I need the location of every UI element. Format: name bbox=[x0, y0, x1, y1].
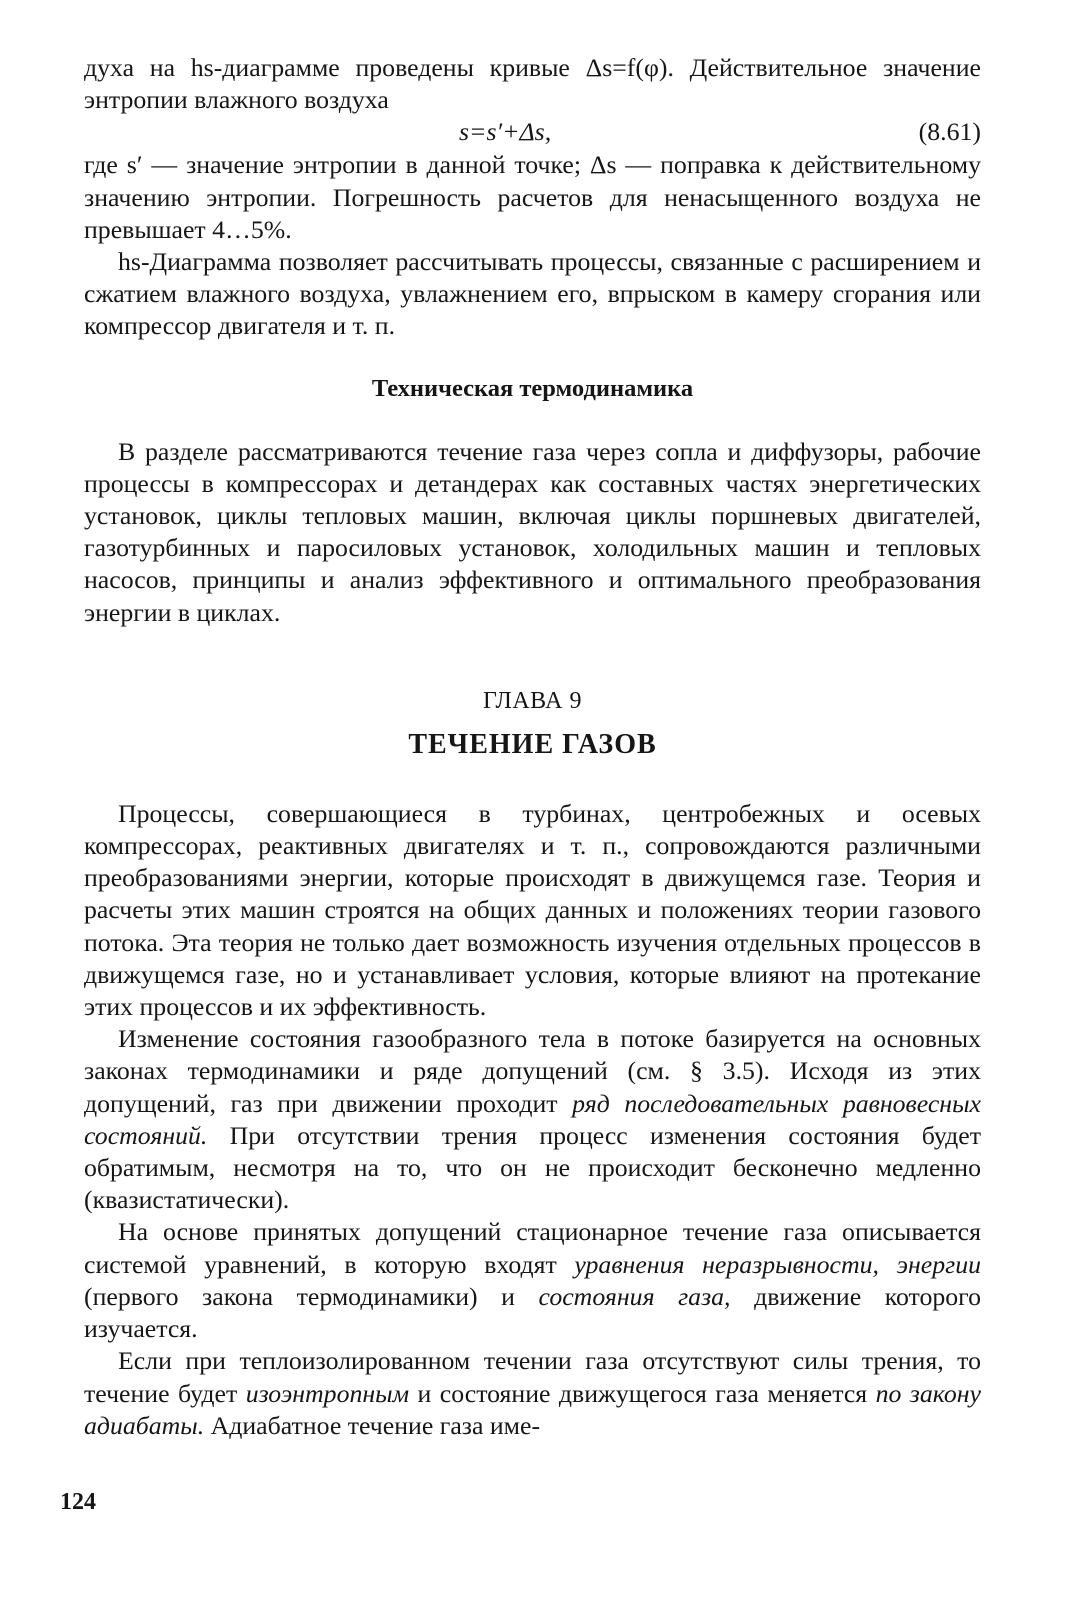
page-number: 124 bbox=[60, 1489, 96, 1515]
section-title: Техническая термодинамика bbox=[371, 374, 694, 402]
intro-paragraph-2: где s′ — значение энтропии в данной точке; Δs — поправка к действительному значению энтропии. Погрешность расчетов для ненасыщенного воздуха не превышает 4…5%. bbox=[84, 150, 981, 244]
text-run: и состояние движущегося газа меняется bbox=[409, 1378, 876, 1408]
italic-term: состояния газа, bbox=[538, 1281, 731, 1311]
formula-number: (8.61) bbox=[918, 117, 981, 147]
section-paragraph: В разделе рассматриваются течение газа через сопла и диффузоры, рабочие процессы в компрессорах и детандерах как составных частях энергетических установок, циклы тепловых машин, включая циклы поршневых двигателей, газотурбинных и паросиловых установок, холодильных машин и тепловых насосов, принципы и анализ эффективного и оптимального преобразования энергии в циклах. bbox=[84, 436, 981, 627]
intro-paragraph-1: духа на hs-диаграмме проведены кривые Δs=f(φ). Действительное значение энтропии влажного воздуха bbox=[84, 53, 981, 115]
text-run: Изменение состояния газообразного тела в потоке базируется на основных законах термодинамики и ряде допущений (см. § 3.5). Исходя из этих допущений, газ при движении проходит bbox=[84, 1024, 981, 1118]
chapter-paragraph-4 bbox=[84, 1345, 981, 1442]
chapter-paragraph-2 bbox=[84, 1023, 981, 1216]
text-run: На основе принятых допущений стационарное течение газа описывается системой уравнений, в которую входят bbox=[84, 1217, 981, 1279]
formula-expression: s=s′+Δs, bbox=[459, 117, 552, 147]
italic-term: изоэнтропным bbox=[245, 1378, 410, 1408]
text-run: Адиабатное течение газа име- bbox=[204, 1410, 541, 1440]
italic-term: уравнения неразрывности, энергии bbox=[574, 1249, 981, 1279]
chapter-paragraph-3 bbox=[84, 1216, 981, 1345]
formula-8-61 bbox=[84, 116, 981, 149]
text-run: При отсутствии трения процесс изменения состояния будет обратимым, несмотря на то, что он не происходит бесконечно медленно (квазистатически). bbox=[84, 1120, 981, 1215]
text-run: (первого закона термодинамики) и bbox=[84, 1281, 539, 1311]
text-run: Если при теплоизолированном течении газа отсутствуют силы трения, то течение будет bbox=[84, 1346, 981, 1408]
chapter-title: ТЕЧЕНИЕ ГАЗОВ bbox=[408, 728, 657, 760]
italic-term: по закону адиабаты. bbox=[84, 1378, 981, 1440]
chapter-label: ГЛАВА 9 bbox=[482, 687, 582, 714]
text-run: движение которого изучается. bbox=[84, 1281, 981, 1344]
intro-paragraph-3: hs-Диаграмма позволяет рассчитывать процессы, связанные с расширением и сжатием влажного воздуха, увлажнением его, впрыском в камеру сгорания или компрессор двигателя и т. п. bbox=[84, 247, 981, 341]
chapter-paragraph-1: Процессы, совершающиеся в турбинах, центробежных и осевых компрессорах, реактивных двигателях и т. п., сопровождаются различными преобразованиями энергии, которые происходят в движущемся газе. Теория и расчеты этих машин строятся на общих данных и положениях теории газового потока. Эта теория не только дает возможность изучения отдельных процессов в движущемся газе, но и устанавливает условия, которые влияют на протекание этих процессов и их эффективность. bbox=[84, 798, 981, 1022]
italic-term: ряд последовательных равновесных состояний. bbox=[84, 1088, 982, 1150]
